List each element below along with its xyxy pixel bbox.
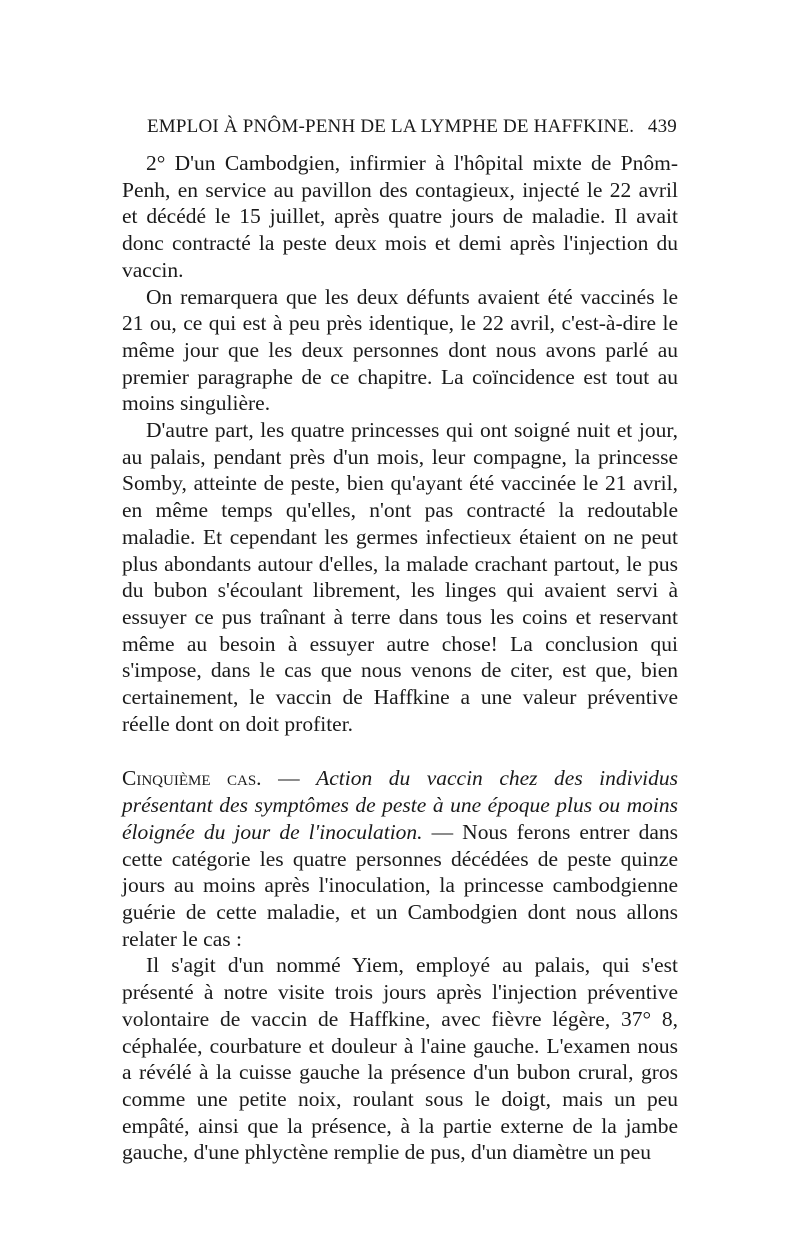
paragraph: Il s'agit d'un nommé Yiem, employé au palais, qui s'est présenté à notre visite trois jours après l'injection préventive volontaire de vaccin de Haffkine, avec fièvre légère, 37° 8, céphalée, courbature et douleur à l'aine gauche. L'examen nous a révélé à la cuisse gauche la présence d'un bubon crural, gros comme une petite noix, roulant sous le doigt, mais un peu empâté, ainsi que la présence, à la partie externe de la jambe gauche, d'une phlyctène remplie de pus, d'un diamètre un peu [122, 953, 678, 1165]
section-spacer [122, 737, 678, 765]
section-paragraph [122, 765, 678, 952]
paragraph: D'autre part, les quatre princesses qui ont soigné nuit et jour, au palais, pendant près d'un mois, leur compagne, la princesse Somby, atteinte de peste, bien qu'ayant été vaccinée le 21 avril, en même temps qu'elles, n'ont pas contracté la redoutable maladie. Et cependant les germes infectieux étaient on ne peut plus abondants autour d'elles, la malade crachant partout, le pus du bubon s'écoulant librement, les linges qui avaient servi à essuyer ce pus traînant à terre dans tous les coins et reservant même au besoin à essuyer autre chose! La conclusion qui s'impose, dans le cas que nous venons de citer, est que, bien certainement, le vaccin de Haffkine a une valeur préventive réelle dont on doit profiter. [122, 418, 678, 736]
section-dash: — [422, 819, 463, 844]
running-title: EMPLOI À PNÔM-PENH DE LA LYMPHE DE HAFFKINE. [147, 116, 635, 137]
page-number: 439 [647, 116, 677, 137]
section-italic-title: Action du vaccin chez des individus présentant des symptômes de peste à une époque plus ou moins éloignée du jour de l'inoculation. [122, 766, 679, 844]
paragraph: 2° D'un Cambodgien, infirmier à l'hôpital mixte de Pnôm-Penh, en service au pavillon des contagieux, injecté le 22 avril et décédé le 15 juillet, après quatre jours de maladie. Il avait donc contracté la peste deux mois et demi après l'injection du vaccin. [122, 151, 678, 282]
section-text: Nous ferons entrer dans cette catégorie les quatre personnes décédées de peste quinze jours au moins après l'inoculation, la princesse cambodgienne guérie de cette maladie, et un Cambodgien dont nous allons relater le cas : [122, 819, 678, 951]
paragraph: On remarquera que les deux défunts avaient été vaccinés le 21 ou, ce qui est à peu près identique, le 22 avril, c'est-à-dire le même jour que les deux personnes dont nous avons parlé au premier paragraphe de ce chapitre. La coïncidence est tout au moins singulière. [122, 284, 678, 416]
section-heading: Cinquième cas. [122, 766, 262, 791]
body-text [122, 150, 678, 1166]
section-dash: — [261, 766, 317, 791]
